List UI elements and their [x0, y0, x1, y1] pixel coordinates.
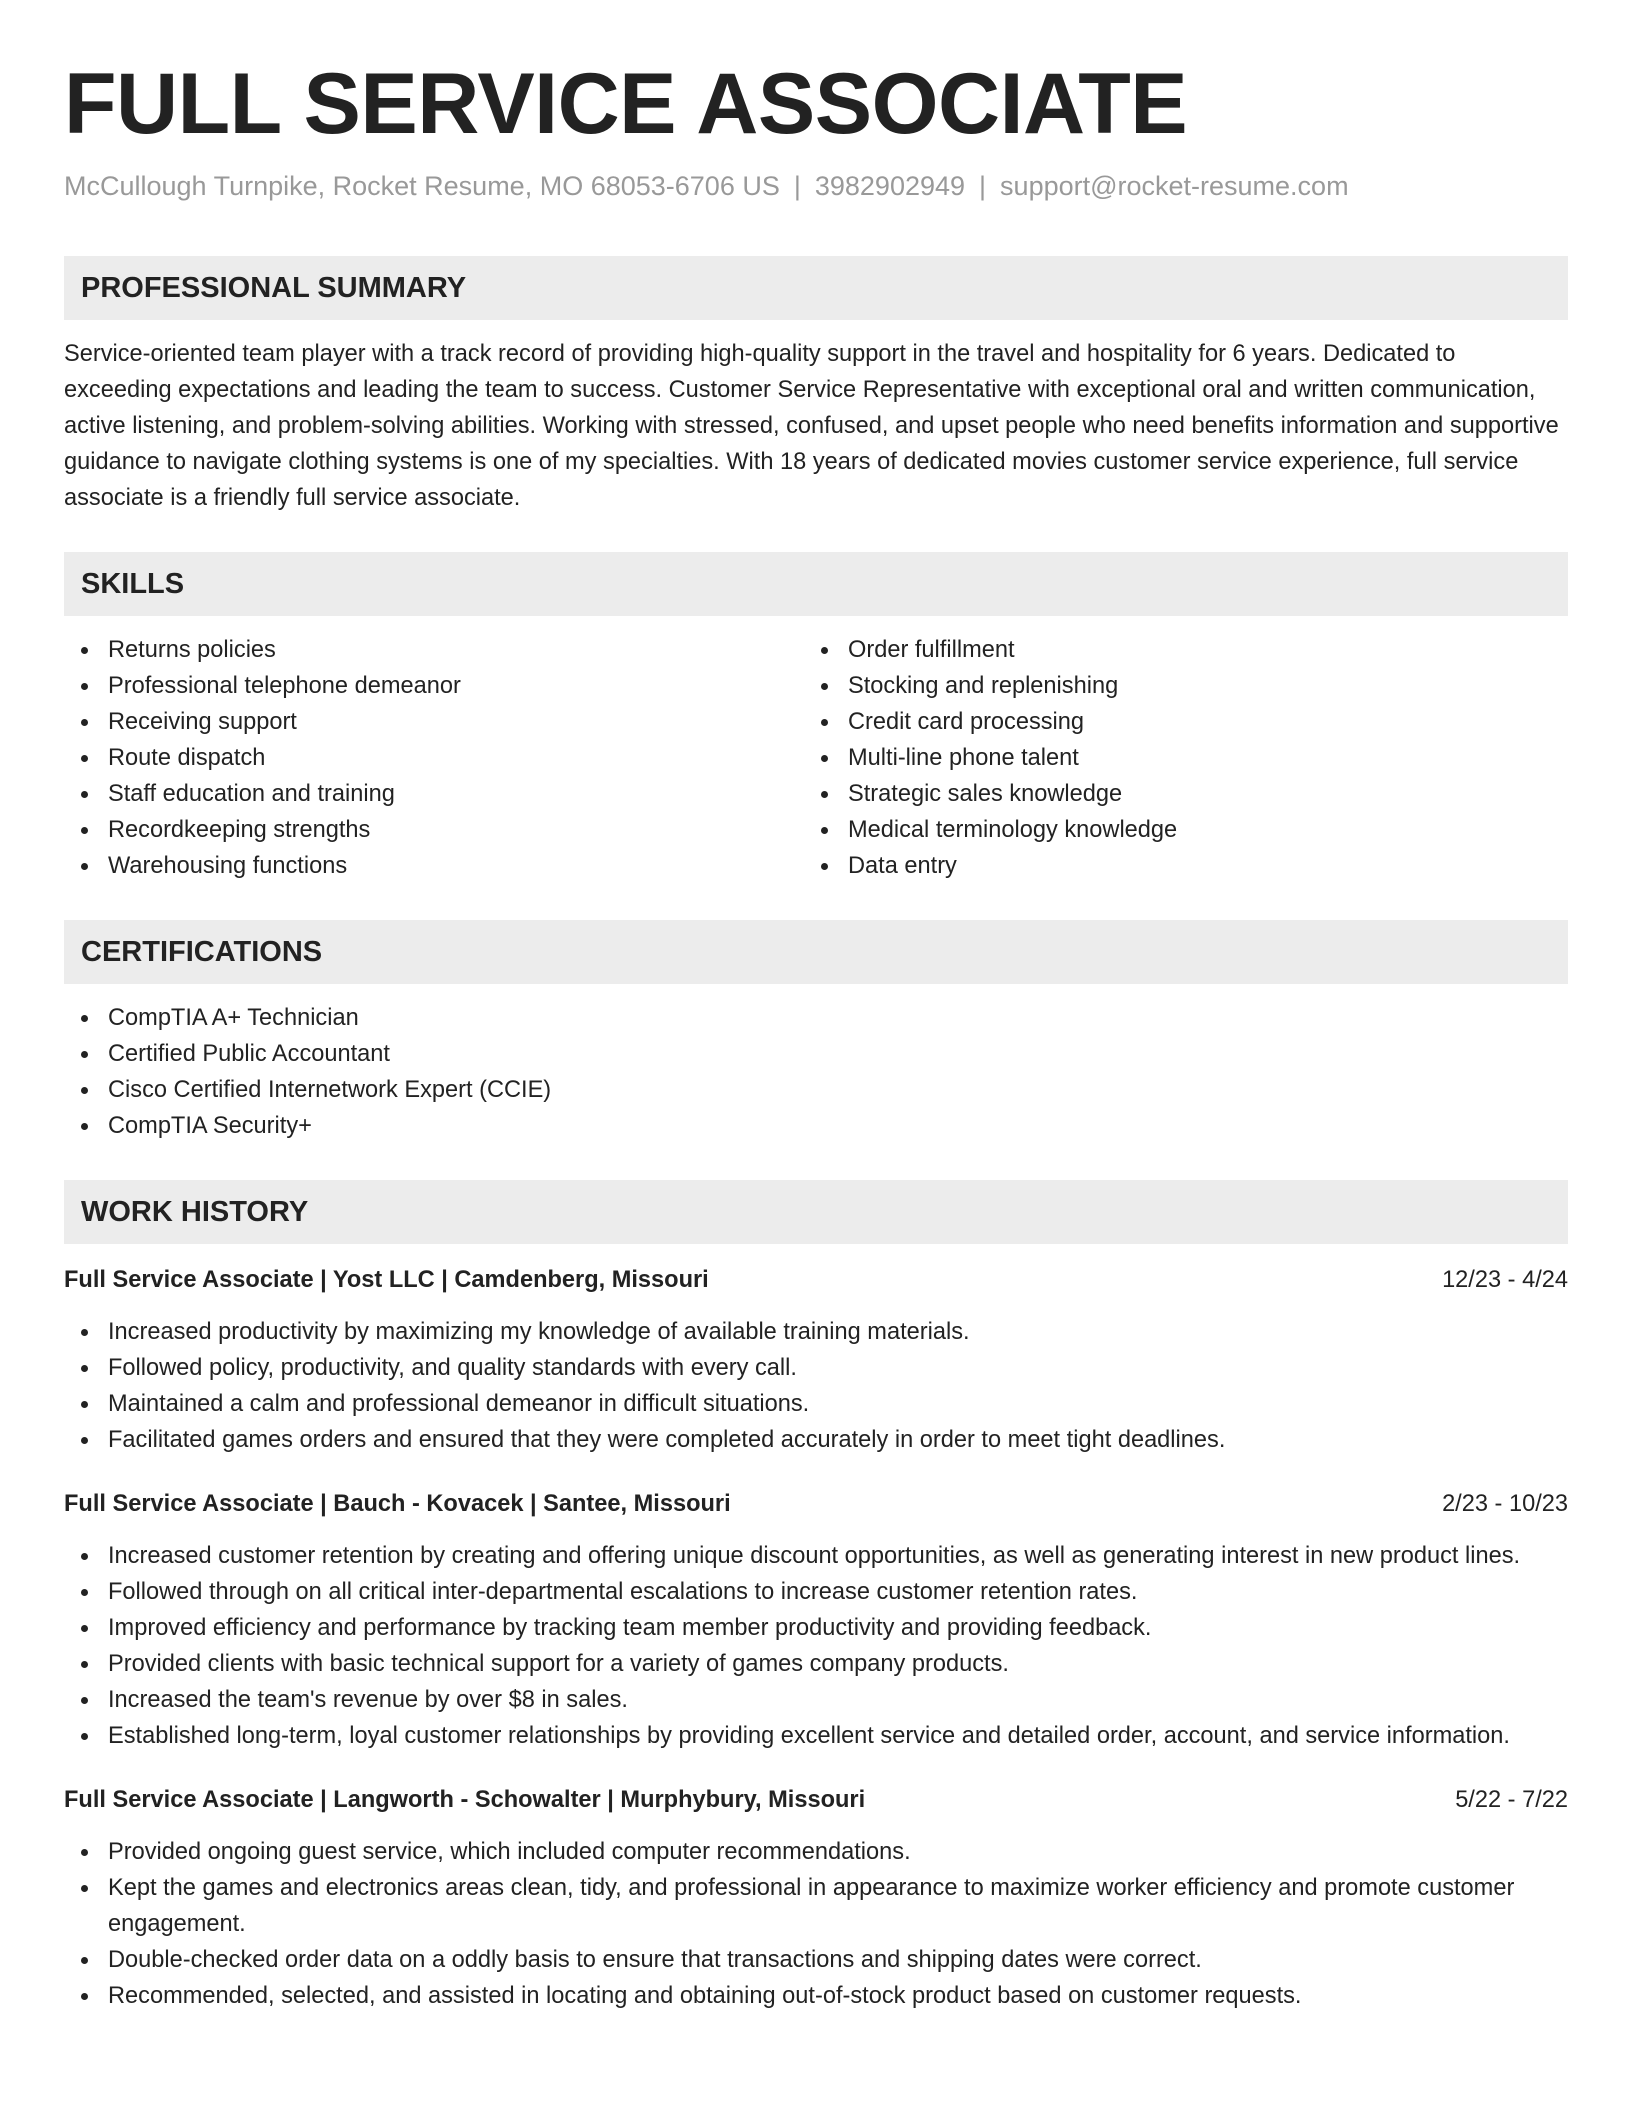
job-bullets — [64, 1314, 1568, 1458]
skill-item: Route dispatch — [64, 740, 804, 776]
skill-item: Professional telephone demeanor — [64, 668, 804, 704]
job-title: Full Service Associate | Langworth - Schowalter | Murphybury, Missouri — [64, 1787, 866, 1813]
certification-item: CompTIA A+ Technician — [64, 1000, 1568, 1036]
skills-section-header: SKILLS — [64, 552, 1568, 616]
job-header — [64, 1782, 1568, 1818]
skill-item: Receiving support — [64, 704, 804, 740]
job-bullet: Increased the team's revenue by over $8 in sales. — [64, 1682, 1568, 1718]
job-bullet: Maintained a calm and professional demeanor in difficult situations. — [64, 1386, 1568, 1422]
job-bullet: Kept the games and electronics areas clean, tidy, and professional in appearance to maximize worker efficiency and promote customer engagement. — [64, 1870, 1568, 1942]
job-entry — [64, 1262, 1568, 1458]
certification-item: Certified Public Accountant — [64, 1036, 1568, 1072]
job-title: Full Service Associate | Yost LLC | Camdenberg, Missouri — [64, 1267, 709, 1293]
job-bullet: Facilitated games orders and ensured that they were completed accurately in order to meet tight deadlines. — [64, 1422, 1568, 1458]
skills-columns — [64, 632, 1568, 884]
certifications-section-header: CERTIFICATIONS — [64, 920, 1568, 984]
contact-separator: | — [979, 171, 987, 201]
job-bullet: Improved efficiency and performance by tracking team member productivity and providing feedback. — [64, 1610, 1568, 1646]
resume-name: FULL SERVICE ASSOCIATE — [64, 56, 1188, 152]
summary-text: Service-oriented team player with a track record of providing high-quality support in the travel and hospitality for 6 years. Dedicated to exceeding expectations and leading the team to success. Customer Service Representative with exceptional oral and written communication, active listening, and problem-solving abilities. Working with stressed, confused, and upset people who need benefits information and supportive guidance to navigate clothing systems is one of my specialties. With 18 years of dedicated movies customer service experience, full service associate is a friendly full service associate. — [64, 341, 1559, 511]
certification-item: Cisco Certified Internetwork Expert (CCIE) — [64, 1072, 1568, 1108]
skill-item: Order fulfillment — [804, 632, 1544, 668]
contact-phone: 3982902949 — [814, 171, 966, 201]
skill-item: Data entry — [804, 848, 1544, 884]
summary-section-header: PROFESSIONAL SUMMARY — [64, 256, 1568, 320]
job-dates: 12/23 - 4/24 — [1442, 1267, 1568, 1293]
job-title: Full Service Associate | Bauch - Kovacek | Santee, Missouri — [64, 1491, 731, 1517]
job-bullet: Increased productivity by maximizing my knowledge of available training materials. — [64, 1314, 1568, 1350]
job-dates: 2/23 - 10/23 — [1442, 1491, 1568, 1517]
skills-list-left — [64, 632, 804, 884]
contact-address: McCullough Turnpike, Rocket Resume, MO 68053-6706 US — [64, 171, 780, 201]
skill-item: Warehousing functions — [64, 848, 804, 884]
contact-separator: | — [793, 171, 801, 201]
job-bullet: Followed through on all critical inter-departmental escalations to increase customer retention rates. — [64, 1574, 1568, 1610]
skill-item: Strategic sales knowledge — [804, 776, 1544, 812]
job-dates: 5/22 - 7/22 — [1455, 1787, 1568, 1813]
skill-item: Multi-line phone talent — [804, 740, 1544, 776]
skill-item: Returns policies — [64, 632, 804, 668]
job-bullet: Recommended, selected, and assisted in locating and obtaining out-of-stock product based on customer requests. — [64, 1978, 1568, 2014]
job-entry — [64, 1486, 1568, 1754]
skill-item: Staff education and training — [64, 776, 804, 812]
work-history-section-header: WORK HISTORY — [64, 1180, 1568, 1244]
skill-item: Medical terminology knowledge — [804, 812, 1544, 848]
certification-item: CompTIA Security+ — [64, 1108, 1568, 1144]
job-bullet: Double-checked order data on a oddly basis to ensure that transactions and shipping dates were correct. — [64, 1942, 1568, 1978]
skill-item: Stocking and replenishing — [804, 668, 1544, 704]
job-bullet: Followed policy, productivity, and quality standards with every call. — [64, 1350, 1568, 1386]
job-bullets — [64, 1834, 1568, 2014]
contact-email: support@rocket-resume.com — [1000, 171, 1349, 201]
skills-list-right — [804, 632, 1544, 884]
job-bullets — [64, 1538, 1568, 1754]
job-entry — [64, 1782, 1568, 2014]
certifications-list — [64, 1000, 1568, 1144]
contact-line — [64, 168, 1568, 204]
skill-item: Recordkeeping strengths — [64, 812, 804, 848]
job-header — [64, 1262, 1568, 1298]
job-bullet: Established long-term, loyal customer relationships by providing excellent service and detailed order, account, and service information. — [64, 1718, 1568, 1754]
job-header — [64, 1486, 1568, 1522]
job-bullet: Provided ongoing guest service, which included computer recommendations. — [64, 1834, 1568, 1870]
skill-item: Credit card processing — [804, 704, 1544, 740]
job-bullet: Provided clients with basic technical support for a variety of games company products. — [64, 1646, 1568, 1682]
job-bullet: Increased customer retention by creating and offering unique discount opportunities, as well as generating interest in new product lines. — [64, 1538, 1568, 1574]
